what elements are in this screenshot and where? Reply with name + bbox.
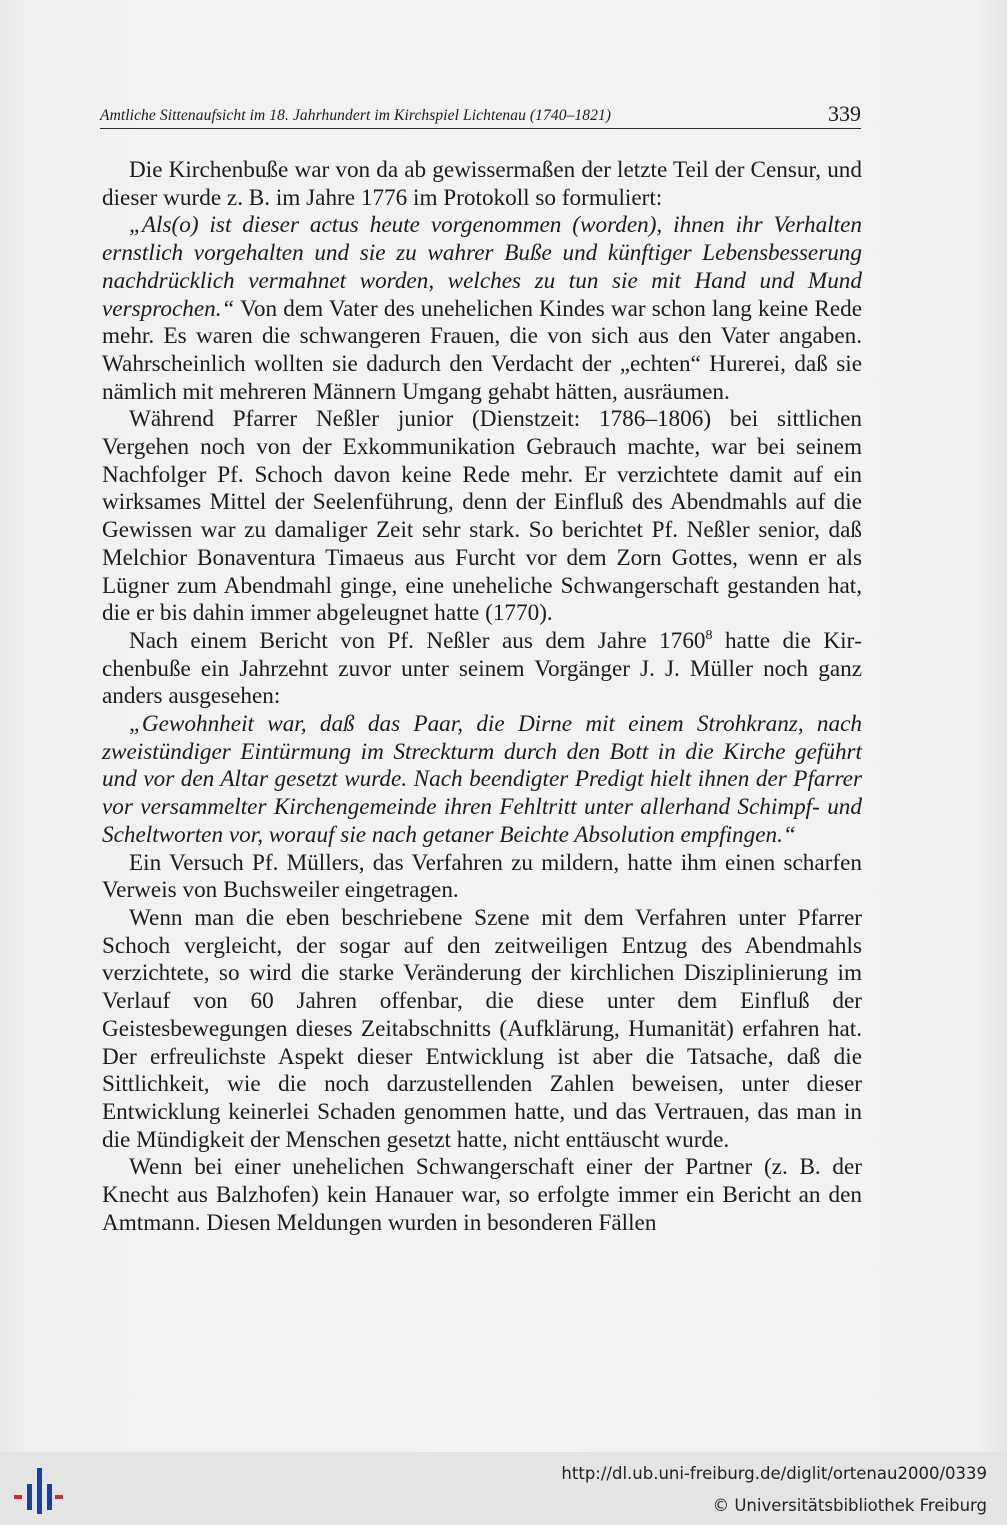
footnote-marker: 8 <box>705 627 713 643</box>
paragraph-with-quote <box>102 212 862 406</box>
body-text <box>102 157 862 1237</box>
block-quote: „Gewohnheit war, daß das Paar, die Dirne mit einem Strohkranz, nach zweistündiger Eintürmung im Streckturm durch den Bott in die Kirche geführt und vor den Altar gesetzt wurde. Nach beendigter Predigt hielt ihnen der Pfarrer vor versammelter Kirchengemeinde ihren Fehltritt unter allerhand Schimpf- und Scheltworten vor, worauf sie nach getaner Beichte Absolution empfingen.“ <box>102 711 862 848</box>
copyright-notice: © Universitätsbibliothek Freiburg <box>712 1496 987 1515</box>
paragraph-text: Nach einem Bericht von Pf. Neßler aus dem Jahre 1760 <box>129 627 706 654</box>
running-title: Amtliche Sittenaufsicht im 18. Jahrhundert im Kirchspiel Lichtenau (1740–1821) <box>100 107 612 124</box>
paragraph-text: Von dem Vater des unehelichen Kindes war schon lang keine Rede mehr. Es waren die schwangeren Frauen, die von sich aus den Vater angaben. Wahrscheinlich wollten sie dadurch den Verdacht der „echten“ Hurerei, daß sie nämlich mit mehreren Männern Umgang gehabt hätten, ausräumen. <box>102 295 862 405</box>
permalink-url[interactable]: http://dl.ub.uni-freiburg.de/diglit/ortenau2000/0339 <box>561 1464 987 1483</box>
paragraph: Wenn man die eben beschriebene Szene mit dem Verfahren unter Pfarrer Schoch vergleicht, der sogar auf den zeitweiligen Entzug des Abendmahls verzichtete, so wird die starke Veränderung der kirchlichen Disziplinierung im Verlauf von 60 Jahren offenbar, die diese unter dem Einfluß der Geistesbewegungen dieses Zeitabschnitts (Aufklärung, Humanität) erfahren hat. Der erfreulichste Aspekt dieser Entwicklung ist aber die Tatsache, daß die Sittlichkeit, wie die noch darzustellenden Zahlen beweisen, unter dieser Entwicklung keinerlei Schaden genommen hatte, und das Vertrauen, das man in die Mündigkeit der Menschen gesetzt hatte, nicht enttäuscht wurde. <box>102 904 862 1153</box>
viewer-footer <box>0 1452 1007 1525</box>
page-header <box>100 100 861 129</box>
page-number: 339 <box>828 101 861 126</box>
paragraph: Wenn bei einer unehelichen Schwangerschaft einer der Partner (z. B. der Knecht aus Balzhofen) kein Hanauer war, so erfolgte immer ein Bericht an den Amtmann. Diesen Meldungen wurden in besonderen Fällen <box>102 1154 862 1236</box>
quote-text: „Als(o) ist dieser actus heute vorgenommen (worden), ihnen ihr Verhalten ernstlich vorgehalten und sie zu wahrer Buße und künftiger Lebensbesserung nachdrücklich vermahnet worden, welches zu tun sie mit Hand und Mund versprochen.“ <box>102 212 862 322</box>
paragraph: Ein Versuch Pf. Müllers, das Verfahren zu mildern, hatte ihm einen scharfen Verweis von Buchsweiler eingetragen. <box>102 849 862 904</box>
paragraph: Während Pfarrer Neßler junior (Dienstzeit: 1786–1806) bei sittlichen Vergehen noch von der Exkommunikation Gebrauch machte, war bei seinem Nachfolger Pf. Schoch davon keine Rede mehr. Er verzichtete damit auf ein wirksames Mittel der Seelenführung, denn der Einfluß des Abendmahls auf die Gewissen war zu damaliger Zeit sehr stark. So berichtet Pf. Neßler senior, daß Melchior Bonaventura Timaeus aus Furcht vor dem Zorn Gottes, wenn er als Lügner zum Abendmahl ginge, eine uneheliche Schwangerschaft gestanden hat, die er bis dahin immer abgeleugnet hatte (1770). <box>102 406 862 627</box>
paragraph-text: hatte die Kirchenbuße ein Jahrzehnt zuvor unter seinem Vorgänger J. J. Müller noch ganz anders ausgesehen: <box>102 627 862 710</box>
paragraph-with-footnote <box>102 628 862 711</box>
paragraph: Die Kirchenbuße war von da ab gewissermaßen der letzte Teil der Censur, und dieser wurde z. B. im Jahre 1776 im Protokoll so formuliert: <box>102 157 862 211</box>
ub-freiburg-logo-icon[interactable] <box>12 1466 64 1516</box>
